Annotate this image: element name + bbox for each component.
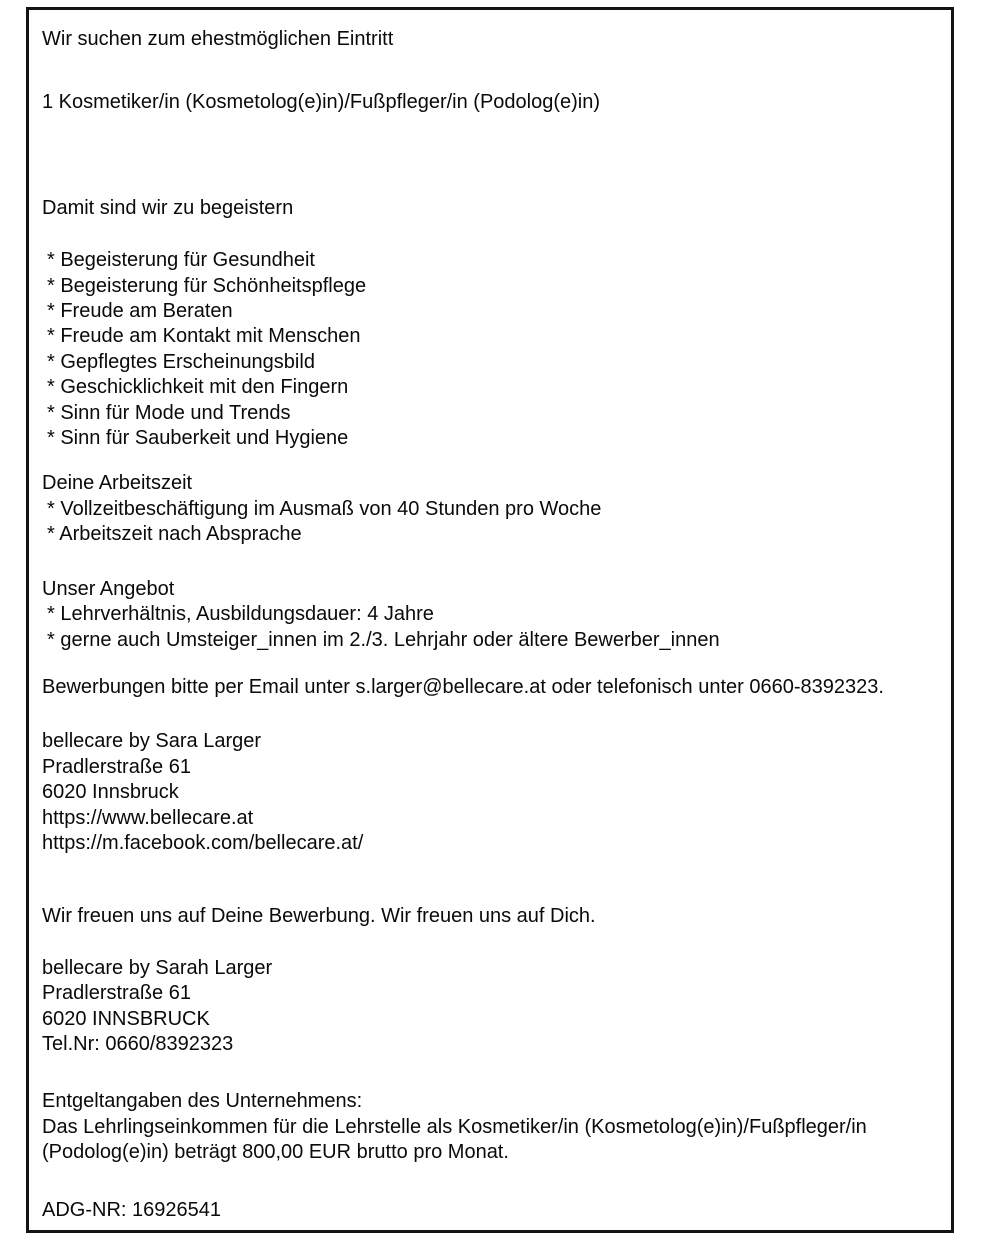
company-name: bellecare by Sara Larger	[42, 730, 262, 753]
working-hours-item: * Vollzeitbeschäftigung im Ausmaß von 40 Stunden pro Woche	[47, 497, 602, 520]
requirement-item: * Begeisterung für Gesundheit	[47, 249, 315, 272]
salary-info-heading: Entgeltangaben des Unternehmens:	[42, 1090, 363, 1113]
company-address-block	[42, 729, 934, 856]
company-facebook-url: https://m.facebook.com/bellecare.at/	[42, 831, 364, 854]
signature-company-name: bellecare by Sarah Larger	[42, 956, 273, 979]
job-posting-document	[26, 7, 954, 1233]
company-city: 6020 Innsbruck	[42, 781, 179, 804]
closing-line: Wir freuen uns auf Deine Bewerbung. Wir freuen uns auf Dich.	[42, 905, 596, 928]
requirement-item: * Sinn für Sauberkeit und Hygiene	[47, 427, 349, 450]
requirement-item: * Freude am Beraten	[47, 300, 233, 323]
working-hours-list	[42, 497, 934, 548]
salary-info-body: Das Lehrlingseinkommen für die Lehrstelle als Kosmetiker/in (Kosmetolog(e)in)/Fußpfleger/in (Podolog(e)in) beträgt 800,00 EUR brutto pro Monat.	[42, 1115, 873, 1164]
company-website-url: https://www.bellecare.at	[42, 806, 254, 829]
reference-number: ADG-NR: 16926541	[42, 1198, 221, 1221]
company-street: Pradlerstraße 61	[42, 755, 191, 778]
requirements-list	[42, 248, 934, 451]
requirement-item: * Begeisterung für Schönheitspflege	[47, 274, 367, 297]
signature-city: 6020 INNSBRUCK	[42, 1007, 210, 1030]
application-instructions: Bewerbungen bitte per Email unter s.larger@bellecare.at oder telefonisch unter 0660-8392323.	[42, 675, 884, 698]
offer-item: * gerne auch Umsteiger_innen im 2./3. Lehrjahr oder ältere Bewerber_innen	[47, 628, 720, 651]
requirement-item: * Freude am Kontakt mit Menschen	[47, 325, 361, 348]
company-signature-block	[42, 956, 934, 1058]
signature-phone: Tel.Nr: 0660/8392323	[42, 1032, 234, 1055]
working-hours-item: * Arbeitszeit nach Absprache	[47, 523, 302, 546]
position-title: 1 Kosmetiker/in (Kosmetolog(e)in)/Fußpfleger/in (Podolog(e)in)	[42, 91, 601, 114]
offer-list	[42, 602, 934, 653]
signature-street: Pradlerstraße 61	[42, 982, 191, 1005]
intro-line: Wir suchen zum ehestmöglichen Eintritt	[42, 28, 394, 50]
requirements-heading: Damit sind wir zu begeistern	[42, 196, 294, 219]
requirement-item: * Gepflegtes Erscheinungsbild	[47, 350, 315, 373]
offer-item: * Lehrverhältnis, Ausbildungsdauer: 4 Jahre	[47, 603, 434, 626]
offer-heading: Unser Angebot	[42, 577, 175, 600]
requirement-item: * Geschicklichkeit mit den Fingern	[47, 376, 349, 399]
working-hours-heading: Deine Arbeitszeit	[42, 472, 193, 495]
requirement-item: * Sinn für Mode und Trends	[47, 401, 291, 424]
